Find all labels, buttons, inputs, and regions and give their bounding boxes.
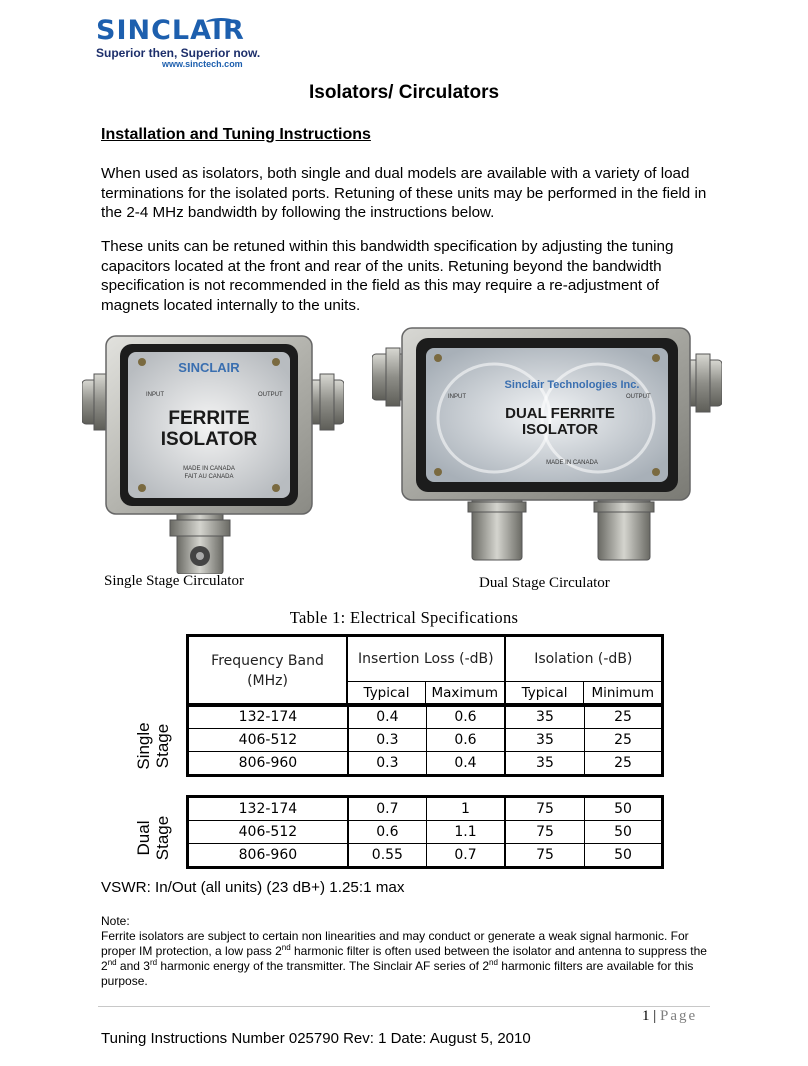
header-frequency-band <box>188 636 348 706</box>
note-label: Note: <box>101 914 130 928</box>
note-superscript: nd <box>107 958 117 967</box>
table-cell: 75 <box>505 797 584 821</box>
note-superscript: nd <box>489 958 498 967</box>
table-cell: 0.4 <box>426 752 505 776</box>
page-title: Isolators/ Circulators <box>308 82 500 103</box>
table-cell: 25 <box>584 705 662 729</box>
note-superscript: nd <box>281 943 291 952</box>
table-row <box>188 705 663 729</box>
table-cell: 0.3 <box>348 729 427 752</box>
dual-stage-label-line1: Dual <box>134 820 153 856</box>
table-row <box>188 821 663 844</box>
table-cell: 132-174 <box>238 709 298 725</box>
table-cell: 0.4 <box>348 705 427 729</box>
table-row <box>188 844 663 868</box>
table-cell: 35 <box>505 729 584 752</box>
table-cell: 35 <box>505 752 584 776</box>
dual-stage-isolator-photo <box>372 326 722 568</box>
vswr-spec: VSWR: In/Out (all units) (23 dB+) 1.25:1 max <box>101 879 405 896</box>
table-cell: 0.55 <box>348 844 427 868</box>
dual-stage-label-line2: Stage <box>153 815 172 861</box>
header-frequency-band-line2: (MHz) <box>247 672 288 689</box>
page-number-value: 1 <box>642 1008 650 1024</box>
table-cell: 806-960 <box>188 752 348 776</box>
table-cell: 406-512 <box>188 821 348 844</box>
logo-tagline: Superior then, Superior now. <box>96 46 261 60</box>
page-number <box>642 1008 697 1025</box>
photo2-output-label: OUTPUT <box>626 394 651 400</box>
table-cell: 75 <box>505 821 584 844</box>
spec-table-header <box>186 634 664 707</box>
single-stage-label <box>134 711 172 781</box>
dual-stage-table <box>186 795 664 869</box>
photo1-line2: ISOLATOR <box>160 429 258 450</box>
table-cell: 25 <box>584 752 662 776</box>
table-cell: 0.6 <box>348 821 427 844</box>
caption-single-stage: Single Stage Circulator <box>104 573 244 589</box>
caption-dual-stage: Dual Stage Circulator <box>479 575 610 591</box>
header-il-maximum: Maximum <box>425 682 504 706</box>
photo2-line1: DUAL FERRITE <box>505 405 615 422</box>
page-number-label: Page <box>660 1008 698 1024</box>
note-text-part: harmonic filters are available for this purpose. <box>101 959 694 988</box>
table-cell: 1.1 <box>426 821 505 844</box>
photo1-made: MADE IN CANADA <box>183 466 235 472</box>
table-cell: 0.7 <box>348 797 427 821</box>
table-cell: 50 <box>584 821 662 844</box>
company-logo <box>96 15 261 70</box>
photo2-made: MADE IN CANADA <box>546 460 598 466</box>
header-insertion-loss: Insertion Loss (-dB) <box>347 636 505 682</box>
table-cell: 0.3 <box>348 752 427 776</box>
note-text-part: harmonic energy of the transmitter. The Sinclair AF series of 2 <box>157 959 490 973</box>
table-cell: 50 <box>584 797 662 821</box>
table-cell: 0.6 <box>426 705 505 729</box>
header-iso-minimum: Minimum <box>584 682 663 706</box>
photo1-line1: FERRITE <box>168 408 250 429</box>
footer-doc-info: Tuning Instructions Number 025790 Rev: 1 Date: August 5, 2010 <box>101 1030 531 1047</box>
footer-divider <box>98 1006 710 1007</box>
table-cell: 1 <box>426 797 505 821</box>
table-row <box>188 752 663 776</box>
note-text-part: and 3 <box>116 959 150 973</box>
paragraph-2: These units can be retuned within this bandwidth specification by adjusting the tuning capacitors located at the front and rear of the units. Retuning beyond the bandwidth specification is not recommended in the field as this may require a re-adjustment of magnets located internally to the units. <box>101 238 674 314</box>
single-stage-label-line2: Stage <box>153 723 172 769</box>
table-row <box>188 797 663 821</box>
single-stage-isolator-photo <box>82 332 344 574</box>
table-cell: 25 <box>584 729 662 752</box>
table-cell: 806-960 <box>188 844 348 868</box>
photo1-output-label: OUTPUT <box>258 392 283 398</box>
header-il-typical: Typical <box>347 682 425 706</box>
table-cell: 132-174 <box>238 801 298 817</box>
table-cell: 75 <box>505 844 584 868</box>
photo1-input-label: INPUT <box>146 392 164 398</box>
photo2-brand: Sinclair Technologies Inc. <box>504 379 640 391</box>
paragraph-1: When used as isolators, both single and dual models are available with a variety of load terminations for the isolated ports. Retuning of these units may be performed in the field in the 2-4 MHz bandwidth by following the instructions below. <box>101 165 707 221</box>
table-cell: 0.7 <box>426 844 505 868</box>
single-stage-table <box>186 703 664 777</box>
section-heading: Installation and Tuning Instructions <box>101 126 371 143</box>
header-iso-typical: Typical <box>505 682 584 706</box>
table-cell: 50 <box>584 844 662 868</box>
header-frequency-band-line1: Frequency Band <box>211 652 324 669</box>
table-cell: 0.6 <box>426 729 505 752</box>
table-title: Table 1: Electrical Specifications <box>289 608 519 627</box>
photo2-input-label: INPUT <box>448 394 466 400</box>
single-stage-label-line1: Single <box>134 722 153 770</box>
photo1-brand: SINCLAIR <box>178 360 240 375</box>
photo1-made2: FAIT AU CANADA <box>184 474 234 480</box>
logo-url: www.sinctech.com <box>162 59 243 69</box>
table-row <box>188 729 663 752</box>
note-superscript: rd <box>149 958 158 967</box>
table-cell: 406-512 <box>188 729 348 752</box>
page-number-separator: | <box>649 1008 661 1024</box>
header-isolation: Isolation (-dB) <box>505 636 663 682</box>
note-text-part: harmonic filter is often used between the isolator and antenna to suppress the 2 <box>101 944 707 973</box>
note-text <box>101 929 713 989</box>
dual-stage-label <box>134 803 172 873</box>
note-text-part: Ferrite isolators are subject to certain non linearities and may conduct or generate a weak signal harmonic. For proper IM protection, a low pass 2 <box>101 929 689 958</box>
logo-swoosh-icon <box>206 18 236 27</box>
table-cell: 35 <box>505 705 584 729</box>
logo-wordmark: SINCLAIR <box>96 15 245 46</box>
photo2-line2: ISOLATOR <box>521 421 599 438</box>
